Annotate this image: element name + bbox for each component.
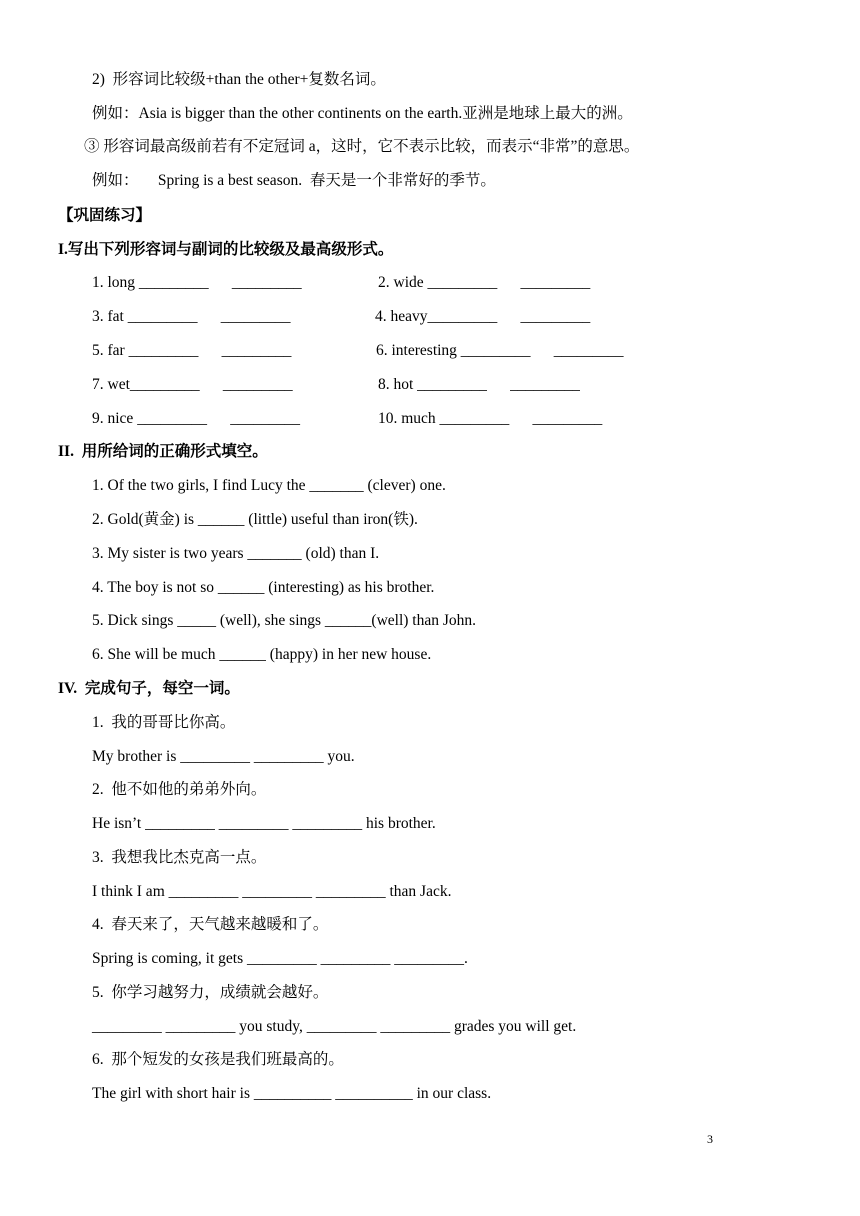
rule-2-example: 例如：Asia is bigger than the other continents on the earth.亚洲是地球上最大的洲。	[92, 105, 633, 122]
s1-item-8: 8. hot _________ _________	[378, 376, 580, 393]
s2-item-1: 1. Of the two girls, I find Lucy the _______ (clever) one.	[92, 477, 446, 494]
s4-item-6-en: The girl with short hair is __________ __________ in our class.	[92, 1085, 492, 1102]
section-1-heading: I.写出下列形容词与副词的比较级及最高级形式。	[58, 241, 394, 258]
s2-item-3: 3. My sister is two years _______ (old) than I.	[92, 545, 380, 562]
s2-item-6: 6. She will be much ______ (happy) in her new house.	[92, 646, 432, 663]
s4-item-6-cn: 6. 那个短发的女孩是我们班最高的。	[92, 1051, 344, 1068]
s2-item-4: 4. The boy is not so ______ (interesting) as his brother.	[92, 579, 435, 596]
s1-item-10: 10. much _________ _________	[378, 410, 603, 427]
rule-2-line: 2) 形容词比较级+than the other+复数名词。	[92, 71, 386, 88]
s1-item-9: 9. nice _________ _________	[92, 410, 300, 427]
s4-item-2-en: He isn’t _________ _________ _________ his brother.	[92, 815, 436, 832]
s1-item-7: 7. wet_________ _________	[92, 376, 293, 393]
s4-item-3-en: I think I am _________ _________ _________ than Jack.	[92, 883, 452, 900]
s4-item-1-cn: 1. 我的哥哥比你高。	[92, 714, 236, 731]
s2-item-5: 5. Dick sings _____ (well), she sings ______(well) than John.	[92, 612, 477, 629]
s4-item-5-en: _________ _________ you study, _________ _________ grades you will get.	[92, 1018, 577, 1035]
page-number: 3	[707, 1132, 713, 1146]
section-4-heading: IV. 完成句子，每空一词。	[58, 680, 240, 697]
s1-item-5: 5. far _________ _________	[92, 342, 292, 359]
rule-3-line: ③ 形容词最高级前若有不定冠词 a，这时，它不表示比较，而表示“非常”的意思。	[84, 138, 640, 155]
s2-item-2: 2. Gold(黄金) is ______ (little) useful than iron(铁).	[92, 511, 418, 528]
s4-item-2-cn: 2. 他不如他的弟弟外向。	[92, 781, 267, 798]
s1-item-6: 6. interesting _________ _________	[376, 342, 624, 359]
s4-item-1-en: My brother is _________ _________ you.	[92, 748, 355, 765]
s1-item-3: 3. fat _________ _________	[92, 308, 291, 325]
rule-3-example: 例如： Spring is a best season. 春天是一个非常好的季节。	[92, 172, 496, 189]
s4-item-4-cn: 4. 春天来了，天气越来越暖和了。	[92, 916, 329, 933]
s1-item-2: 2. wide _________ _________	[378, 274, 591, 291]
s1-item-1: 1. long _________ _________	[92, 274, 302, 291]
practice-title: 【巩固练习】	[58, 207, 152, 224]
s4-item-5-cn: 5. 你学习越努力，成绩就会越好。	[92, 984, 329, 1001]
s4-item-3-cn: 3. 我想我比杰克高一点。	[92, 849, 267, 866]
section-2-heading: II. 用所给词的正确形式填空。	[58, 443, 268, 460]
s1-item-4: 4. heavy_________ _________	[375, 308, 591, 325]
s4-item-4-en: Spring is coming, it gets _________ _________ _________.	[92, 950, 468, 967]
